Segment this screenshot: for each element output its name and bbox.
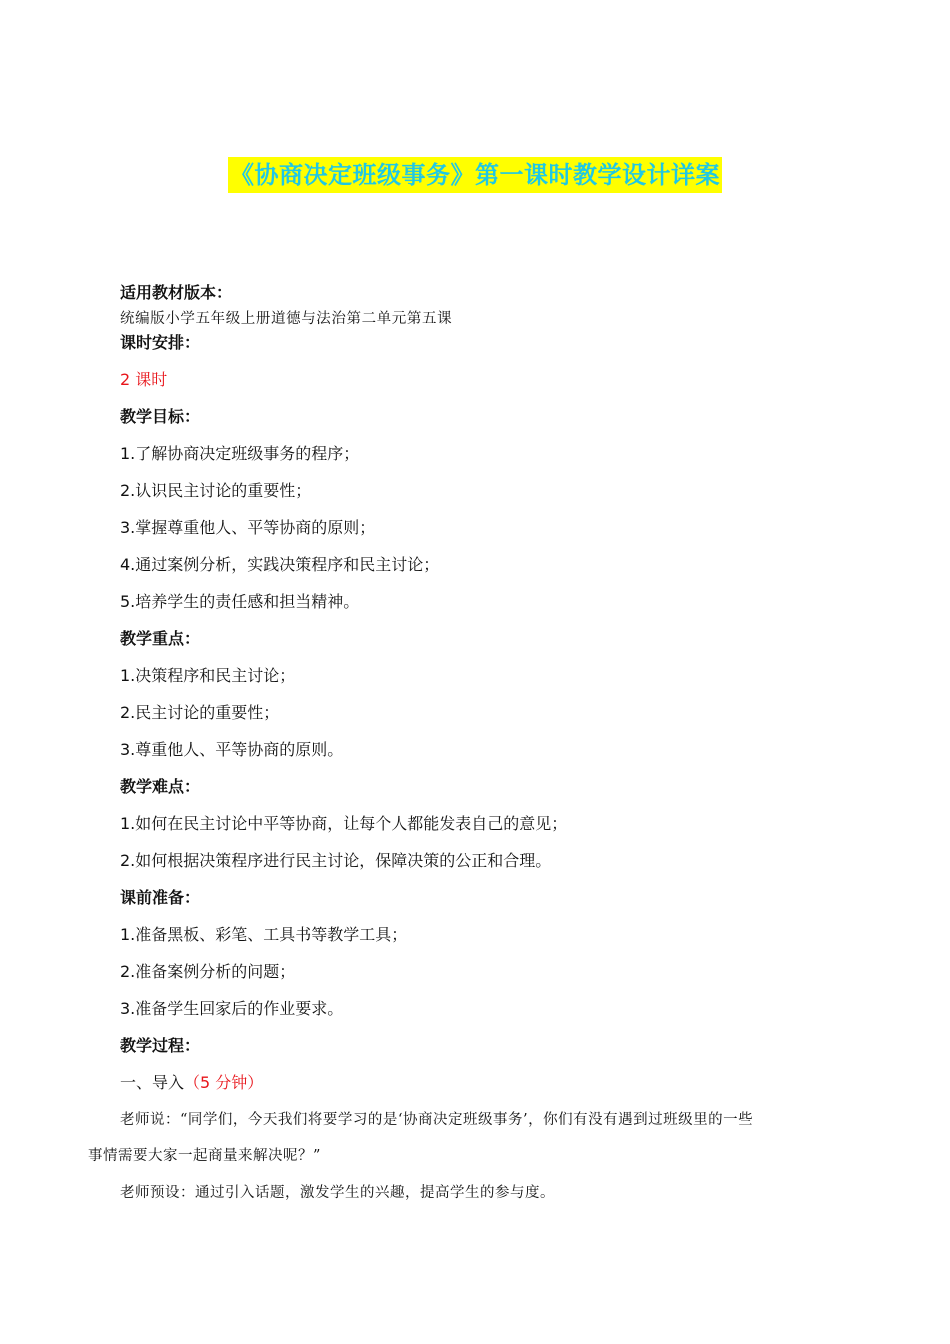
- difficulty-item: 2.如何根据决策程序进行民主讨论，保障决策的公正和合理。: [120, 851, 552, 870]
- key-points-label: 教学重点：: [120, 629, 201, 648]
- preparation-item: 3.准备学生回家后的作业要求。: [120, 999, 344, 1018]
- objective-item: 5.培养学生的责任感和担当精神。: [120, 592, 360, 611]
- title-container: [0, 157, 950, 193]
- schedule-label: 课时安排：: [120, 333, 201, 352]
- section-heading: [120, 1072, 263, 1094]
- textbook-label: 适用教材版本：: [120, 283, 233, 302]
- teacher-says-line2: 事情需要大家一起商量来解决呢？”: [88, 1148, 321, 1164]
- preparation-label: 课前准备：: [120, 888, 201, 907]
- teacher-says-line1: 老师说：“同学们，今天我们将要学习的是‘协商决定班级事务’，你们有没有遇到过班级里的一些: [120, 1112, 754, 1128]
- objective-item: 1.了解协商决定班级事务的程序；: [120, 444, 360, 463]
- key-point-item: 1.决策程序和民主讨论；: [120, 666, 296, 685]
- key-point-item: 2.民主讨论的重要性；: [120, 703, 280, 722]
- teacher-preset: 老师预设：通过引入话题，激发学生的兴趣，提高学生的参与度。: [120, 1185, 555, 1201]
- objective-item: 3.掌握尊重他人、平等协商的原则；: [120, 518, 376, 537]
- document-title: 《协商决定班级事务》第一课时教学设计详案: [228, 157, 722, 193]
- difficulty-item: 1.如何在民主讨论中平等协商，让每个人都能发表自己的意见；: [120, 814, 568, 833]
- section-title: 一、导入: [120, 1073, 185, 1092]
- preparation-item: 1.准备黑板、彩笔、工具书等教学工具；: [120, 925, 408, 944]
- section-time: （5 分钟）: [184, 1073, 264, 1092]
- textbook-value: 统编版小学五年级上册道德与法治第二单元第五课: [120, 311, 453, 327]
- objectives-label: 教学目标：: [120, 407, 201, 426]
- process-label: 教学过程：: [120, 1036, 201, 1055]
- preparation-item: 2.准备案例分析的问题；: [120, 962, 296, 981]
- schedule-value: 2 课时: [120, 370, 168, 389]
- difficulties-label: 教学难点：: [120, 777, 201, 796]
- objective-item: 2.认识民主讨论的重要性；: [120, 481, 312, 500]
- key-point-item: 3.尊重他人、平等协商的原则。: [120, 740, 344, 759]
- objective-item: 4.通过案例分析，实践决策程序和民主讨论；: [120, 555, 440, 574]
